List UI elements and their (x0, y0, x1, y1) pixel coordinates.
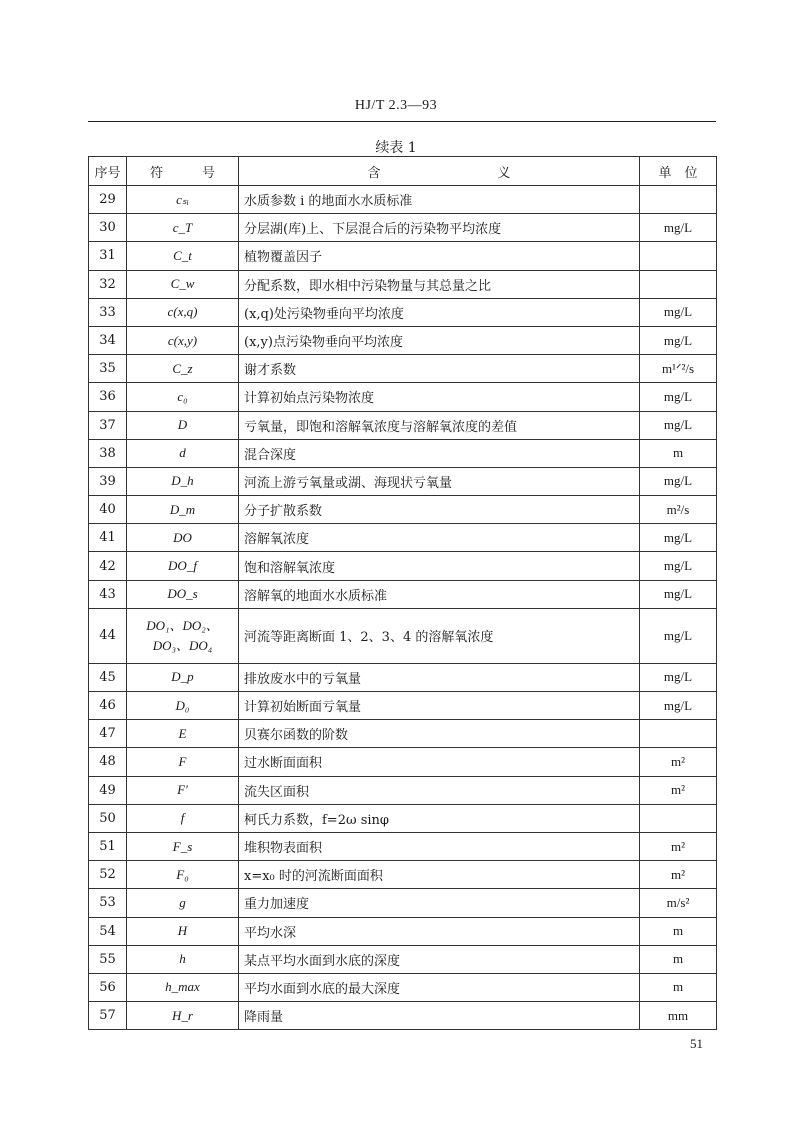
row-symbol: C_z (127, 355, 239, 383)
table-row (89, 804, 717, 832)
table-row (89, 326, 717, 354)
row-meaning: 流失区面积 (239, 776, 640, 804)
row-meaning: x=x₀ 时的河流断面面积 (239, 861, 640, 889)
row-number: 45 (89, 663, 127, 691)
row-meaning: (x,q)处污染物垂向平均浓度 (239, 298, 640, 326)
row-meaning: 水质参数 i 的地面水水质标准 (239, 186, 640, 214)
row-meaning: 分配系数，即水相中污染物量与其总量之比 (239, 270, 640, 298)
row-unit: m (640, 917, 717, 945)
row-meaning: 溶解氧浓度 (239, 524, 640, 552)
row-unit: m (640, 439, 717, 467)
row-unit: mg/L (640, 692, 717, 720)
row-number: 44 (89, 608, 127, 663)
column-header-meaning: 含 义 (239, 157, 640, 186)
row-symbol: c(x,q) (127, 298, 239, 326)
row-unit: mg/L (640, 298, 717, 326)
row-meaning: 计算初始断面亏氧量 (239, 692, 640, 720)
row-meaning: 分层湖(库)上、下层混合后的污染物平均浓度 (239, 214, 640, 242)
row-unit: mg/L (640, 524, 717, 552)
table-row (89, 945, 717, 973)
row-number: 38 (89, 439, 127, 467)
row-meaning: 重力加速度 (239, 889, 640, 917)
row-unit: m/s² (640, 889, 717, 917)
table-row (89, 861, 717, 889)
row-unit: mg/L (640, 214, 717, 242)
row-unit: m² (640, 861, 717, 889)
row-symbol: F (127, 748, 239, 776)
row-meaning: 过水断面面积 (239, 748, 640, 776)
row-meaning: 某点平均水面到水底的深度 (239, 945, 640, 973)
table-row (89, 524, 717, 552)
table-row (89, 608, 717, 663)
row-meaning: 贝赛尔函数的阶数 (239, 720, 640, 748)
row-number: 41 (89, 524, 127, 552)
header-rule (88, 121, 716, 122)
row-meaning: 计算初始点污染物浓度 (239, 383, 640, 411)
row-symbol: E (127, 720, 239, 748)
row-number: 39 (89, 467, 127, 495)
table-row (89, 663, 717, 691)
table-body (89, 186, 717, 1030)
row-symbol: H (127, 917, 239, 945)
row-symbol: cₛᵢ (127, 186, 239, 214)
row-number: 32 (89, 270, 127, 298)
row-symbol: c₀ (127, 383, 239, 411)
row-number: 54 (89, 917, 127, 945)
row-symbol: D₀ (127, 692, 239, 720)
row-number: 49 (89, 776, 127, 804)
row-symbol: c(x,y) (127, 326, 239, 354)
row-meaning: 平均水面到水底的最大深度 (239, 973, 640, 1001)
row-meaning: 混合深度 (239, 439, 640, 467)
row-unit: m² (640, 776, 717, 804)
row-number: 50 (89, 804, 127, 832)
row-unit (640, 186, 717, 214)
row-meaning: 溶解氧的地面水水质标准 (239, 580, 640, 608)
row-symbol: C_w (127, 270, 239, 298)
row-meaning: 柯氏力系数，f=2ω sinφ (239, 804, 640, 832)
row-unit: mg/L (640, 663, 717, 691)
column-header-no: 序号 (89, 157, 127, 186)
row-symbol: D_h (127, 467, 239, 495)
table-row (89, 242, 717, 270)
row-unit: mg/L (640, 580, 717, 608)
row-number: 56 (89, 973, 127, 1001)
row-unit: m² (640, 748, 717, 776)
table-row (89, 917, 717, 945)
table-row (89, 776, 717, 804)
row-symbol: D_p (127, 663, 239, 691)
row-number: 30 (89, 214, 127, 242)
row-meaning: 植物覆盖因子 (239, 242, 640, 270)
row-symbol: H_r (127, 1002, 239, 1030)
row-symbol: h (127, 945, 239, 973)
row-unit (640, 804, 717, 832)
row-unit (640, 720, 717, 748)
table-row (89, 832, 717, 860)
row-number: 43 (89, 580, 127, 608)
row-unit: mg/L (640, 467, 717, 495)
row-meaning: (x,y)点污染物垂向平均浓度 (239, 326, 640, 354)
row-number: 52 (89, 861, 127, 889)
row-symbol: f (127, 804, 239, 832)
row-meaning: 谢才系数 (239, 355, 640, 383)
table-row (89, 298, 717, 326)
row-unit: mg/L (640, 411, 717, 439)
row-number: 40 (89, 496, 127, 524)
table-row (89, 580, 717, 608)
table-row (89, 889, 717, 917)
row-number: 37 (89, 411, 127, 439)
row-symbol: DO₁、DO₂、DO₃、DO₄ (127, 608, 239, 663)
table-row (89, 720, 717, 748)
table-row (89, 973, 717, 1001)
row-meaning: 降雨量 (239, 1002, 640, 1030)
row-unit: m (640, 945, 717, 973)
row-symbol: F_s (127, 832, 239, 860)
table-row (89, 1002, 717, 1030)
row-symbol: g (127, 889, 239, 917)
row-number: 35 (89, 355, 127, 383)
row-symbol: DO (127, 524, 239, 552)
table-row (89, 411, 717, 439)
row-unit: mg/L (640, 326, 717, 354)
row-number: 42 (89, 552, 127, 580)
row-symbol: DO_f (127, 552, 239, 580)
table-row (89, 270, 717, 298)
row-number: 46 (89, 692, 127, 720)
row-meaning: 河流等距离断面 1、2、3、4 的溶解氧浓度 (239, 608, 640, 663)
symbol-table (88, 156, 717, 1030)
row-number: 48 (89, 748, 127, 776)
row-unit: mg/L (640, 552, 717, 580)
row-unit: mg/L (640, 608, 717, 663)
table-row (89, 214, 717, 242)
row-meaning: 分子扩散系数 (239, 496, 640, 524)
row-number: 47 (89, 720, 127, 748)
row-number: 36 (89, 383, 127, 411)
row-number: 34 (89, 326, 127, 354)
row-meaning: 河流上游亏氧量或湖、海现状亏氧量 (239, 467, 640, 495)
row-unit: mm (640, 1002, 717, 1030)
row-symbol: D (127, 411, 239, 439)
table-caption: 续表 1 (375, 140, 417, 156)
column-header-symbol: 符 号 (127, 157, 239, 186)
standard-code: HJ/T 2.3—93 (354, 98, 438, 113)
row-meaning: 亏氧量，即饱和溶解氧浓度与溶解氧浓度的差值 (239, 411, 640, 439)
row-unit: m¹ᐟ²/s (640, 355, 717, 383)
table-row (89, 467, 717, 495)
table-row (89, 552, 717, 580)
row-unit (640, 242, 717, 270)
row-number: 51 (89, 832, 127, 860)
table-row (89, 439, 717, 467)
column-header-unit: 单 位 (640, 157, 717, 186)
row-number: 31 (89, 242, 127, 270)
row-symbol: D_m (127, 496, 239, 524)
row-unit: mg/L (640, 383, 717, 411)
row-symbol: F′ (127, 776, 239, 804)
row-unit (640, 270, 717, 298)
row-symbol: F₀ (127, 861, 239, 889)
row-unit: m (640, 973, 717, 1001)
row-symbol: h_max (127, 973, 239, 1001)
row-meaning: 排放废水中的亏氧量 (239, 663, 640, 691)
table-row (89, 692, 717, 720)
row-number: 55 (89, 945, 127, 973)
row-unit: m²/s (640, 496, 717, 524)
row-number: 57 (89, 1002, 127, 1030)
table-row (89, 748, 717, 776)
row-number: 29 (89, 186, 127, 214)
table-row (89, 355, 717, 383)
page-number: 51 (690, 1036, 703, 1051)
row-symbol: c_T (127, 214, 239, 242)
row-unit: m² (640, 832, 717, 860)
row-meaning: 饱和溶解氧浓度 (239, 552, 640, 580)
table-header-row (89, 157, 717, 186)
row-number: 33 (89, 298, 127, 326)
row-meaning: 堆积物表面积 (239, 832, 640, 860)
row-symbol: C_t (127, 242, 239, 270)
table-row (89, 496, 717, 524)
table-row (89, 186, 717, 214)
table-row (89, 383, 717, 411)
row-symbol: DO_s (127, 580, 239, 608)
row-number: 53 (89, 889, 127, 917)
row-meaning: 平均水深 (239, 917, 640, 945)
row-symbol: d (127, 439, 239, 467)
